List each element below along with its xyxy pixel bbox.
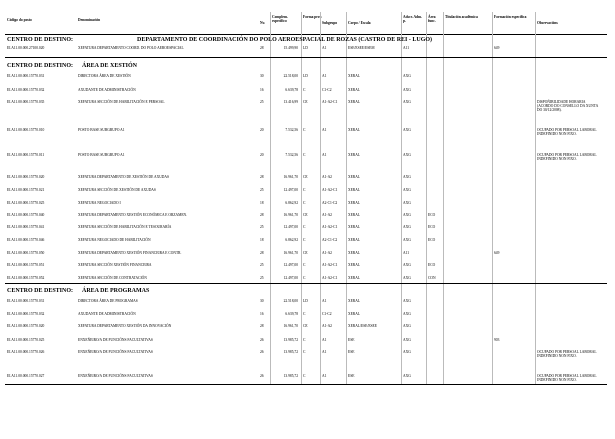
cell-denominacion: XEFATURA SECCIÓN DE CONTRATACIÓN: [78, 276, 147, 280]
cell-subgrupo: A1-A2: [322, 251, 332, 255]
cell-adscripcion: A11: [403, 251, 410, 255]
section-name: ÁREA DE XESTIÓN: [82, 63, 138, 69]
cell-subgrupo: A1-A2: [322, 213, 332, 217]
cell-denominacion: DIRECTORA ÁREA DE XESTIÓN: [78, 74, 131, 78]
cell-observacions: OCUPADO POR PERSOAL LABORAL INDEFINIDO NON FIXO.: [537, 153, 597, 161]
cell-complemento: 6.862,92: [285, 238, 298, 242]
cell-forma: C: [303, 188, 306, 192]
cell-nivel: 26: [260, 338, 264, 342]
header-rule: [5, 34, 607, 35]
cell-codigo: EI.A11.00.000.15770.052: [7, 276, 45, 280]
cell-denominacion: ENXEÑEIRO/A DE FUNCIÓNS FACULTATIVAS: [78, 338, 153, 342]
cell-denominacion: XEFATURA DEPARTAMENTO DE XESTIÓN DE AXUDAS: [78, 175, 169, 179]
cell-subgrupo: A1: [322, 128, 327, 132]
cell-subgrupo: A1-A2: [322, 175, 332, 179]
cell-nivel: 20: [260, 153, 264, 157]
cell-complemento: 22.518,00: [283, 74, 298, 78]
cell-corpo: XERAL: [348, 299, 360, 303]
cell-subgrupo: A1: [322, 299, 327, 303]
cell-codigo: EI.A11.00.000.15770.027: [7, 374, 45, 378]
cell-subgrupo: A2-C1-C2: [322, 238, 338, 242]
cell-subgrupo: A1-A2-C1: [322, 100, 338, 104]
cell-subgrupo: A1-A2: [322, 324, 332, 328]
header-adscr: Adscr. Adm. p.: [403, 15, 422, 23]
cell-adscripcion: AXG: [403, 100, 411, 104]
cell-complemento: 22.518,00: [283, 299, 298, 303]
cell-corpo: ESE: [348, 374, 355, 378]
cell-codigo: EI.A11.00.000.27100.020: [7, 46, 45, 50]
cell-subgrupo: C1-C2: [322, 312, 332, 316]
cell-forma: CE: [303, 213, 308, 217]
cell-observacions: DISPOÑIBILIDADE HORARIA (ACORDO DO CONSELLO DA XUNTA DO 30/12/2008).: [537, 100, 599, 112]
header-formacion: Formación específica: [494, 15, 527, 19]
cell-complemento: 6.639,78: [285, 88, 298, 92]
cell-denominacion: XEFATURA NEGOCIADO DE HABILITACIÓN: [78, 238, 151, 242]
cell-denominacion: XEFATURA SECCIÓN DE XESTIÓN DE AXUDAS: [78, 188, 156, 192]
cell-denominacion: ENXEÑEIRO/A DE FUNCIÓNS FACULTATIVAS: [78, 374, 153, 378]
cell-adscripcion: AXG: [403, 74, 411, 78]
cell-subgrupo: A1-A2-C1: [322, 263, 338, 267]
section-rule: [5, 57, 607, 58]
cell-subgrupo: A1: [322, 74, 327, 78]
cell-subgrupo: A1-A2-C1: [322, 188, 338, 192]
cell-complemento: 12.497,00: [283, 276, 298, 280]
table-header: [0, 12, 615, 34]
cell-codigo: EI.A11.00.000.15770.010: [7, 128, 45, 132]
table-row: [0, 324, 615, 338]
cell-subgrupo: A1: [322, 46, 327, 50]
cell-complemento: 7.532,56: [285, 128, 298, 132]
cell-denominacion: AXUDANTE DE ADMINISTRACIÓN: [78, 88, 136, 92]
section-label: CENTRO DE DESTINO:: [7, 63, 74, 69]
cell-adscripcion: AXG: [403, 299, 411, 303]
cell-formacion: 649: [494, 251, 500, 255]
cell-nivel: 26: [260, 350, 264, 354]
cell-codigo: EI.A11.00.000.15770.026: [7, 350, 45, 354]
cell-complemento: 13.985,72: [283, 338, 298, 342]
cell-denominacion: XEFATURA DEPARTAMENTO XESTIÓN ECONÓMICA E ORZAMEN.: [78, 213, 188, 217]
cell-subgrupo: A1-A2-C1: [322, 276, 338, 280]
cell-adscripcion: AXG: [403, 312, 411, 316]
cell-nivel: 25: [260, 263, 264, 267]
cell-nivel: 25: [260, 276, 264, 280]
cell-complemento: 7.532,56: [285, 153, 298, 157]
header-denominacion: Denominación: [78, 18, 101, 22]
cell-codigo: EI.A11.00.000.15770.032: [7, 88, 45, 92]
cell-complemento: 6.862,92: [285, 201, 298, 205]
table-row: [0, 175, 615, 189]
cell-adscripcion: AXG: [403, 175, 411, 179]
cell-subgrupo: A1: [322, 374, 327, 378]
cell-nivel: 30: [260, 299, 264, 303]
cell-adscripcion: A11: [403, 46, 410, 50]
cell-nivel: 16: [260, 312, 264, 316]
cell-forma: C: [303, 374, 306, 378]
cell-complemento: 16.961,70: [283, 175, 298, 179]
cell-forma: C: [303, 276, 306, 280]
header-titulacion: Titulación académica: [445, 15, 478, 19]
cell-denominacion: DIRECTORA ÁREA DE PROGRAMAS: [78, 299, 138, 303]
cell-adscripcion: AXG: [403, 374, 411, 378]
cell-corpo: XERAL: [348, 201, 360, 205]
cell-forma: C: [303, 238, 306, 242]
cell-nivel: 28: [260, 175, 264, 179]
cell-nivel: 18: [260, 201, 264, 205]
cell-adscripcion: AXG: [403, 324, 411, 328]
section-label: CENTRO DE DESTINO:: [7, 288, 74, 294]
cell-corpo: ESE/ESEE/ESEM: [348, 46, 375, 50]
table-row: [0, 128, 615, 142]
cell-codigo: EI.A11.00.000.15770.020: [7, 175, 45, 179]
cell-nivel: 16: [260, 88, 264, 92]
cell-nivel: 26: [260, 374, 264, 378]
cell-corpo: XERAL/ESE/ESEE: [348, 324, 377, 328]
header-codigo: Código do posto: [7, 18, 32, 22]
cell-complemento: 13.416,99: [283, 100, 298, 104]
section-name: DEPARTAMENTO DE COORDINACIÓN DO POLO AEROESPACIAL DE ROZAS (CASTRO DE REI - LUGO): [137, 37, 433, 43]
cell-corpo: XERAL: [348, 74, 360, 78]
cell-complemento: 12.497,00: [283, 188, 298, 192]
cell-adscripcion: AXG: [403, 263, 411, 267]
cell-denominacion: XEFATURA SECCIÓN XESTIÓN FINANCEIRA: [78, 263, 152, 267]
cell-corpo: ESE: [348, 350, 355, 354]
cell-forma: CE: [303, 100, 308, 104]
cell-complemento: 6.639,78: [285, 312, 298, 316]
cell-forma: LD: [303, 299, 308, 303]
cell-denominacion: XEFATURA DEPARTAMENTO COORD. DO POLO AEROESPACIAL: [78, 46, 184, 50]
cell-nivel: 25: [260, 100, 264, 104]
cell-adscripcion: AXG: [403, 338, 411, 342]
table-row: [0, 225, 615, 239]
table-row: [0, 238, 615, 252]
cell-corpo: ESE: [348, 338, 355, 342]
table-row: [0, 74, 615, 88]
cell-subgrupo: A1-A2-C1: [322, 225, 338, 229]
cell-codigo: EI.A11.00.000.15770.050: [7, 251, 45, 255]
cell-nivel: 30: [260, 74, 264, 78]
cell-codigo: EI.A11.00.000.15770.032: [7, 312, 45, 316]
cell-formacion: 903: [494, 338, 500, 342]
header-forma: Forma prov.: [303, 15, 323, 19]
cell-adscripcion: AXG: [403, 88, 411, 92]
cell-subgrupo: A1: [322, 350, 327, 354]
cell-corpo: XERAL: [348, 238, 360, 242]
cell-forma: CE: [303, 324, 308, 328]
cell-subgrupo: A2-C1-C2: [322, 201, 338, 205]
cell-corpo: XERAL: [348, 153, 360, 157]
cell-nivel: 28: [260, 324, 264, 328]
cell-forma: LD: [303, 46, 308, 50]
cell-subgrupo: C1-C2: [322, 88, 332, 92]
cell-nivel: 25: [260, 188, 264, 192]
table-row: [0, 299, 615, 313]
cell-subgrupo: A1: [322, 338, 327, 342]
cell-area: ECO: [428, 238, 436, 242]
cell-complemento: 12.497,00: [283, 225, 298, 229]
cell-forma: C: [303, 153, 306, 157]
cell-denominacion: AXUDANTE DE ADMINISTRACIÓN: [78, 312, 136, 316]
cell-forma: C: [303, 350, 306, 354]
cell-codigo: EI.A11.00.000.15770.025: [7, 201, 45, 205]
cell-adscripcion: AXG: [403, 213, 411, 217]
cell-area: CON: [428, 276, 436, 280]
table-row: [0, 100, 615, 114]
cell-denominacion: XEFATURA DEPARTAMENTO XESTIÓN FINANCEIRA E CONTR.: [78, 251, 182, 255]
cell-codigo: EI.A11.00.000.15770.020: [7, 324, 45, 328]
cell-adscripcion: AXG: [403, 153, 411, 157]
cell-nivel: 25: [260, 225, 264, 229]
cell-observacions: OCUPADO POR PERSOAL LABORAL INDEFINIDO NON FIXO.: [537, 350, 597, 358]
cell-forma: C: [303, 263, 306, 267]
cell-forma: LD: [303, 74, 308, 78]
cell-adscripcion: AXG: [403, 238, 411, 242]
cell-complemento: 16.961,70: [283, 251, 298, 255]
header-subgrupo: Subgrupo: [322, 21, 338, 25]
table-row: [0, 153, 615, 167]
cell-corpo: XERAL: [348, 251, 360, 255]
cell-adscripcion: AXG: [403, 188, 411, 192]
cell-forma: CE: [303, 251, 308, 255]
cell-nivel: 28: [260, 251, 264, 255]
cell-codigo: EI.A11.00.000.15770.011: [7, 153, 45, 157]
cell-forma: C: [303, 88, 306, 92]
section-label: CENTRO DE DESTINO:: [7, 37, 74, 43]
cell-complemento: 13.985,72: [283, 374, 298, 378]
section-name: ÁREA DE PROGRAMAS: [82, 288, 150, 294]
cell-forma: C: [303, 312, 306, 316]
cell-corpo: XERAL: [348, 225, 360, 229]
header-area: Área func.: [428, 15, 436, 23]
cell-codigo: EI.A11.00.000.15770.040: [7, 213, 45, 217]
cell-complemento: 16.961,70: [283, 324, 298, 328]
header-complem: Complem. específico: [272, 15, 288, 23]
cell-denominacion: XEFATURA NEGOCIADO I: [78, 201, 121, 205]
cell-denominacion: XEFATURA SECCIÓN DE HABILITACIÓN E TESOURARÍA: [78, 225, 172, 229]
table-row: [0, 350, 615, 364]
cell-nivel: 28: [260, 213, 264, 217]
header-niv: Nv.: [260, 21, 266, 25]
cell-corpo: XERAL: [348, 175, 360, 179]
cell-codigo: EI.A11.00.000.15770.041: [7, 225, 45, 229]
section-rule: [5, 283, 607, 284]
cell-corpo: XERAL: [348, 276, 360, 280]
table-row: [0, 263, 615, 277]
cell-codigo: EI.A11.00.000.15770.031: [7, 74, 45, 78]
cell-subgrupo: A1: [322, 153, 327, 157]
cell-codigo: EI.A11.00.000.15770.021: [7, 188, 45, 192]
cell-codigo: EI.A11.00.000.15770.035: [7, 100, 45, 104]
cell-complemento: 15.499,90: [283, 46, 298, 50]
cell-complemento: 12.497,00: [283, 263, 298, 267]
cell-forma: C: [303, 338, 306, 342]
cell-corpo: XERAL: [348, 88, 360, 92]
cell-adscripcion: AXG: [403, 201, 411, 205]
cell-corpo: XERAL: [348, 128, 360, 132]
table-row: [0, 188, 615, 202]
cell-observacions: OCUPADO POR PERSOAL LABORAL INDEFINIDO NON FIXO.: [537, 128, 597, 136]
cell-forma: C: [303, 225, 306, 229]
cell-codigo: EI.A11.00.000.15770.051: [7, 263, 45, 267]
cell-denominacion: POSTO BASE SUBGRUPO A1: [78, 128, 125, 132]
cell-observacions: OCUPADO POR PERSOAL LABORAL INDEFINIDO NON FIXO.: [537, 374, 597, 382]
cell-area: ECO: [428, 225, 436, 229]
header-observacions: Observacións: [537, 21, 558, 25]
cell-nivel: 18: [260, 238, 264, 242]
cell-denominacion: ENXEÑEIRO/A DE FUNCIÓNS FACULTATIVAS: [78, 350, 153, 354]
cell-complemento: 16.961,70: [283, 213, 298, 217]
cell-denominacion: XEFATURA DEPARTAMENTO XESTIÓN DA INNOVACIÓN: [78, 324, 172, 328]
table-row: [0, 374, 615, 388]
cell-corpo: XERAL: [348, 188, 360, 192]
cell-forma: CE: [303, 175, 308, 179]
cell-corpo: XERAL: [348, 312, 360, 316]
cell-adscripcion: AXG: [403, 128, 411, 132]
cell-adscripcion: AXG: [403, 350, 411, 354]
cell-corpo: XERAL: [348, 100, 360, 104]
cell-denominacion: POSTO BASE SUBGRUPO A1: [78, 153, 125, 157]
cell-area: ECO: [428, 263, 436, 267]
cell-complemento: 13.985,72: [283, 350, 298, 354]
cell-corpo: XERAL: [348, 213, 360, 217]
cell-nivel: 28: [260, 46, 264, 50]
cell-formacion: 649: [494, 46, 500, 50]
footer-rule: [5, 384, 607, 385]
cell-forma: C: [303, 128, 306, 132]
cell-area: ECO: [428, 213, 436, 217]
cell-codigo: EI.A11.00.000.15770.031: [7, 299, 45, 303]
cell-adscripcion: AXG: [403, 276, 411, 280]
cell-codigo: EI.A11.00.000.15770.025: [7, 338, 45, 342]
cell-corpo: XERAL: [348, 263, 360, 267]
header-corpo: Corpo / Escala: [348, 21, 371, 25]
cell-nivel: 20: [260, 128, 264, 132]
cell-forma: C: [303, 201, 306, 205]
cell-denominacion: XEFATURA SECCIÓN DE HABILITACIÓN E PERSOAL: [78, 100, 165, 104]
cell-codigo: EI.A11.00.000.15770.046: [7, 238, 45, 242]
cell-adscripcion: AXG: [403, 225, 411, 229]
